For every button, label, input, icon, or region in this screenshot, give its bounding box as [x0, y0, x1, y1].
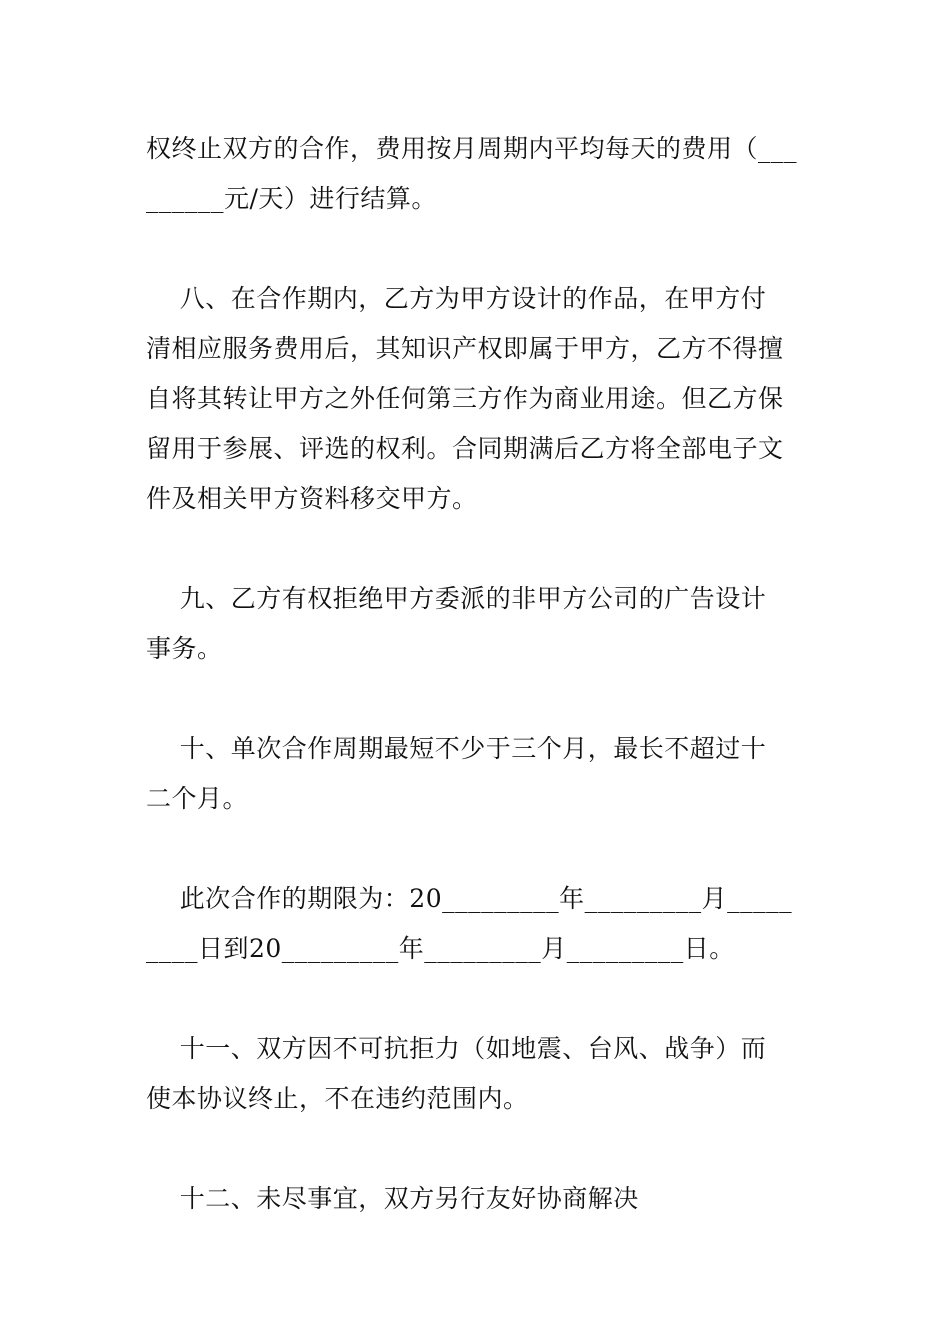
clause-10-line: 十、单次合作周期最短不少于三个月，最长不超过十: [146, 734, 767, 763]
clause-8-line: 件及相关甲方资料移交甲方。: [146, 484, 478, 513]
clause-8-line: 留用于参展、评选的权利。合同期满后乙方将全部电子文: [146, 434, 784, 463]
clause-8-line: 八、在合作期内，乙方为甲方设计的作品，在甲方付: [146, 284, 767, 313]
clause-8-line: 自将其转让甲方之外任何第三方作为商业用途。但乙方保: [146, 384, 784, 413]
term-line: ____日到20_________年_________月_________日。: [146, 934, 735, 963]
text-line: ______元/天）进行结算。: [146, 184, 437, 213]
clause-9-line: 事务。: [146, 634, 223, 663]
clause-11-line: 使本协议终止，不在违约范围内。: [146, 1084, 529, 1113]
clause-9-line: 九、乙方有权拒绝甲方委派的非甲方公司的广告设计: [146, 584, 767, 613]
term-line: 此次合作的期限为：20_________年_________月_____: [146, 884, 793, 913]
clause-8-line: 清相应服务费用后，其知识产权即属于甲方，乙方不得擅: [146, 334, 784, 363]
text-line: 权终止双方的合作，费用按月周期内平均每天的费用（___: [146, 134, 798, 163]
clause-12-line: 十二、未尽事宜，双方另行友好协商解决: [146, 1184, 639, 1213]
clause-11-line: 十一、双方因不可抗拒力（如地震、台风、战争）而: [146, 1034, 767, 1063]
clause-10-line: 二个月。: [146, 784, 249, 813]
